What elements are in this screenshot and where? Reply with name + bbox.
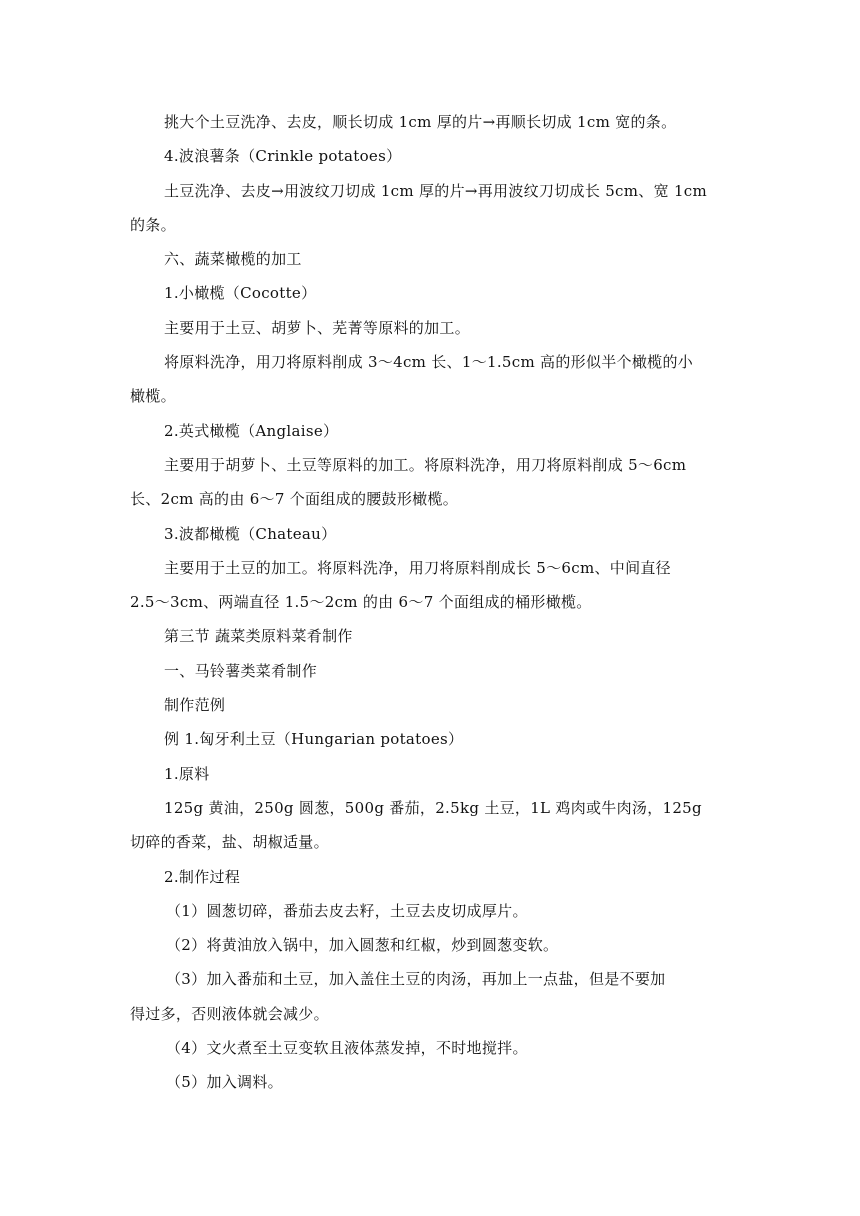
paragraph-line-continued: 切碎的香菜，盐、胡椒适量。: [130, 833, 329, 852]
paragraph-line: 土豆洗净、去皮→用波纹刀切成 1cm 厚的片→再用波纹刀切成长 5cm、宽 1cm: [164, 181, 708, 200]
paragraph-line: 主要用于胡萝卜、土豆等原料的加工。将原料洗净，用刀将原料削成 5～6cm: [164, 455, 687, 474]
section-heading: 六、蔬菜橄榄的加工: [164, 250, 302, 269]
step-item: （3）加入番茄和土豆，加入盖住土豆的肉汤，再加上一点盐，但是不要加: [166, 970, 666, 989]
paragraph-line-continued: 长、2cm 高的由 6～7 个面组成的腰鼓形橄榄。: [130, 490, 459, 509]
paragraph-line: 将原料洗净，用刀将原料削成 3～4cm 长、1～1.5cm 高的形似半个橄榄的小: [164, 353, 694, 372]
chapter-section-title: 第三节 蔬菜类原料菜肴制作: [164, 627, 353, 646]
paragraph-line: 125g 黄油，250g 圆葱，500g 番茄，2.5kg 土豆，1L 鸡肉或牛肉汤，125g: [164, 798, 702, 817]
paragraph-line-continued: 2.5～3cm、两端直径 1.5～2cm 的由 6～7 个面组成的桶形橄榄。: [130, 593, 592, 612]
subheading-anglaise: 2.英式橄榄（Anglaise）: [164, 421, 339, 440]
section-heading: 一、马铃薯类菜肴制作: [164, 661, 318, 680]
paragraph-line-continued: 的条。: [130, 215, 176, 234]
paragraph-line: 挑大个土豆洗净、去皮，顺长切成 1cm 厚的片→再顺长切成 1cm 宽的条。: [164, 113, 677, 131]
paragraph-line: 主要用于土豆的加工。将原料洗净，用刀将原料削成长 5～6cm、中间直径: [164, 558, 671, 577]
subheading-process: 2.制作过程: [164, 867, 241, 886]
step-item: （4）文火煮至土豆变软且液体蒸发掉，不时地搅拌。: [166, 1039, 528, 1058]
step-item: （1）圆葱切碎，番茄去皮去籽，土豆去皮切成厚片。: [166, 901, 528, 920]
paragraph-line-continued: 橄榄。: [130, 387, 176, 406]
subheading-chateau: 3.波都橄榄（Chateau）: [164, 524, 337, 543]
step-item: （2）将黄油放入锅中，加入圆葱和红椒，炒到圆葱变软。: [166, 936, 559, 955]
subheading-cocotte: 1.小橄榄（Cocotte）: [164, 284, 317, 303]
example-title: 例 1.匈牙利土豆（Hungarian potatoes）: [164, 730, 464, 749]
subheading-crinkle-potatoes: 4.波浪薯条（Crinkle potatoes）: [164, 147, 402, 166]
step-item-continued: 得过多，否则液体就会减少。: [130, 1004, 329, 1023]
step-item: （5）加入调料。: [166, 1073, 283, 1092]
subheading-ingredients: 1.原料: [164, 764, 210, 783]
document-body: [130, 105, 730, 1100]
paragraph-line: 主要用于土豆、胡萝卜、芜菁等原料的加工。: [164, 318, 471, 337]
subheading-examples: 制作范例: [164, 696, 226, 715]
